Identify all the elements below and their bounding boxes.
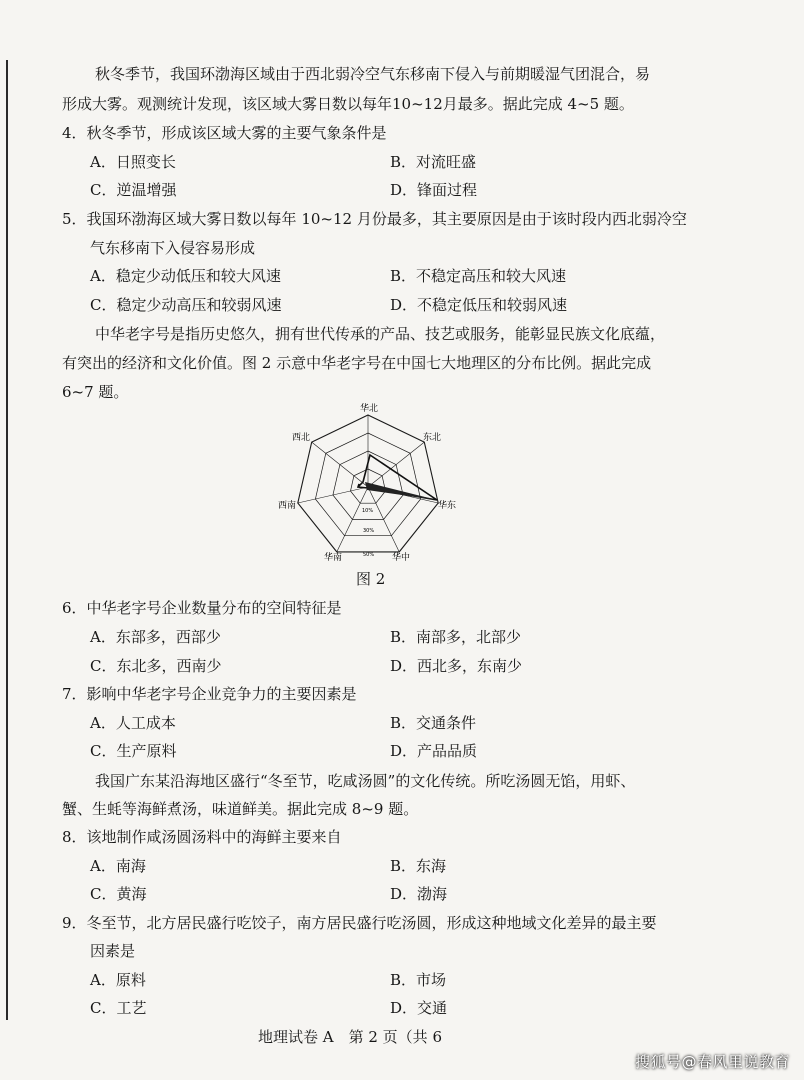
ring-label-50: 50% — [363, 552, 375, 558]
axis-label-xibei: 西北 — [292, 433, 311, 443]
question-7-stem: 7．影响中华老字号企业竞争力的主要因素是 — [62, 685, 357, 703]
intro-6-7-line2: 有突出的经济和文化价值。图 2 示意中华老字号在中国七大地理区的分布比例。据此完成 — [62, 354, 652, 372]
intro-6-7-line3: 6~7 题。 — [62, 383, 129, 401]
intro-8-9-line2: 蟹、生蚝等海鲜煮汤，味道鲜美。据此完成 8~9 题。 — [62, 800, 419, 818]
question-6-option-d: D．西北多，东南少 — [390, 657, 523, 675]
binding-margin-line — [6, 60, 8, 1020]
question-7-option-a: A．人工成本 — [90, 714, 176, 732]
question-7-option-c: C．生产原料 — [90, 742, 177, 760]
radar-ring-labels — [362, 508, 374, 558]
axis-label-huabei: 华北 — [360, 404, 379, 414]
question-6-option-a: A．东部多，西部少 — [90, 628, 221, 646]
axis-label-huadong: 华东 — [438, 501, 457, 511]
question-9-stem-line2: 因素是 — [90, 942, 136, 960]
question-5-stem-line1: 5．我国环渤海区域大雾日数以每年 10~12 月份最多，其主要原因是由于该时段内西北弱冷空 — [62, 210, 687, 228]
radar-data-shape — [358, 455, 437, 500]
question-9-stem-line1: 9．冬至节，北方居民盛行吃饺子，南方居民盛行吃汤圆，形成这种地域文化差异的最主要 — [62, 914, 657, 932]
intro-4-5-line1: 秋冬季节，我国环渤海区域由于西北弱冷空气东移南下侵入与前期暖湿气团混合，易 — [95, 65, 651, 83]
question-4-option-c: C．逆温增强 — [90, 181, 177, 199]
figure-2-caption: 图 2 — [356, 570, 386, 588]
question-9-option-d: D．交通 — [390, 999, 448, 1017]
source-watermark: 搜狐号@春风里说教育 — [634, 1053, 790, 1071]
intro-6-7-line1: 中华老字号是指历史悠久，拥有世代传承的产品、技艺或服务，能彰显民族文化底蕴， — [95, 325, 666, 343]
question-8-option-d: D．渤海 — [390, 885, 448, 903]
radar-axis-line — [312, 442, 368, 487]
question-7-option-b: B．交通条件 — [390, 714, 477, 732]
radar-axis-line — [298, 487, 368, 503]
axis-label-huanan: 华南 — [324, 553, 343, 563]
question-6-option-b: B．南部多，北部少 — [390, 628, 522, 646]
question-5-stem-line2: 气东移南下入侵容易形成 — [90, 239, 256, 257]
question-8-stem: 8．该地制作咸汤圆汤料中的海鲜主要来自 — [62, 828, 342, 846]
question-5-option-b: B．不稳定高压和较大风速 — [390, 267, 567, 285]
question-8-option-b: B．东海 — [390, 857, 447, 875]
intro-4-5-line2: 形成大雾。观测统计发现，该区域大雾日数以每年10~12月最多。据此完成 4~5 题。 — [62, 95, 634, 113]
axis-label-xinan: 西南 — [278, 501, 297, 511]
axis-label-dongbei: 东北 — [423, 433, 442, 443]
intro-8-9-line1: 我国广东某沿海地区盛行“冬至节，吃咸汤圆”的文化传统。所吃汤圆无馅，用虾、 — [95, 772, 636, 790]
page-footer: 地理试卷 A 第 2 页（共 6 — [258, 1028, 442, 1046]
question-6-option-c: C．东北多，西南少 — [90, 657, 222, 675]
question-5-option-c: C．稳定少动高压和较弱风速 — [90, 296, 282, 314]
question-9-option-b: B．市场 — [390, 971, 447, 989]
question-4-option-a: A．日照变长 — [90, 153, 176, 171]
question-4-stem: 4．秋冬季节，形成该区域大雾的主要气象条件是 — [62, 124, 387, 142]
question-9-option-c: C．工艺 — [90, 999, 147, 1017]
question-6-stem: 6．中华老字号企业数量分布的空间特征是 — [62, 599, 342, 617]
question-8-option-c: C．黄海 — [90, 885, 147, 903]
radar-axis-line — [368, 442, 424, 487]
question-5-option-a: A．稳定少动低压和较大风速 — [90, 267, 281, 285]
question-7-option-d: D．产品品质 — [390, 742, 478, 760]
radar-axis-labels — [278, 402, 456, 563]
question-8-option-a: A．南海 — [90, 857, 146, 875]
ring-label-30: 30% — [363, 528, 375, 534]
question-4-option-b: B．对流旺盛 — [390, 153, 477, 171]
question-5-option-d: D．不稳定低压和较弱风速 — [390, 296, 568, 314]
axis-label-huazhong: 华中 — [392, 553, 411, 563]
ring-label-10: 10% — [362, 508, 374, 514]
question-9-option-a: A．原料 — [90, 971, 146, 989]
figure-2-radar-chart — [272, 398, 472, 568]
question-4-option-d: D．锋面过程 — [390, 181, 478, 199]
